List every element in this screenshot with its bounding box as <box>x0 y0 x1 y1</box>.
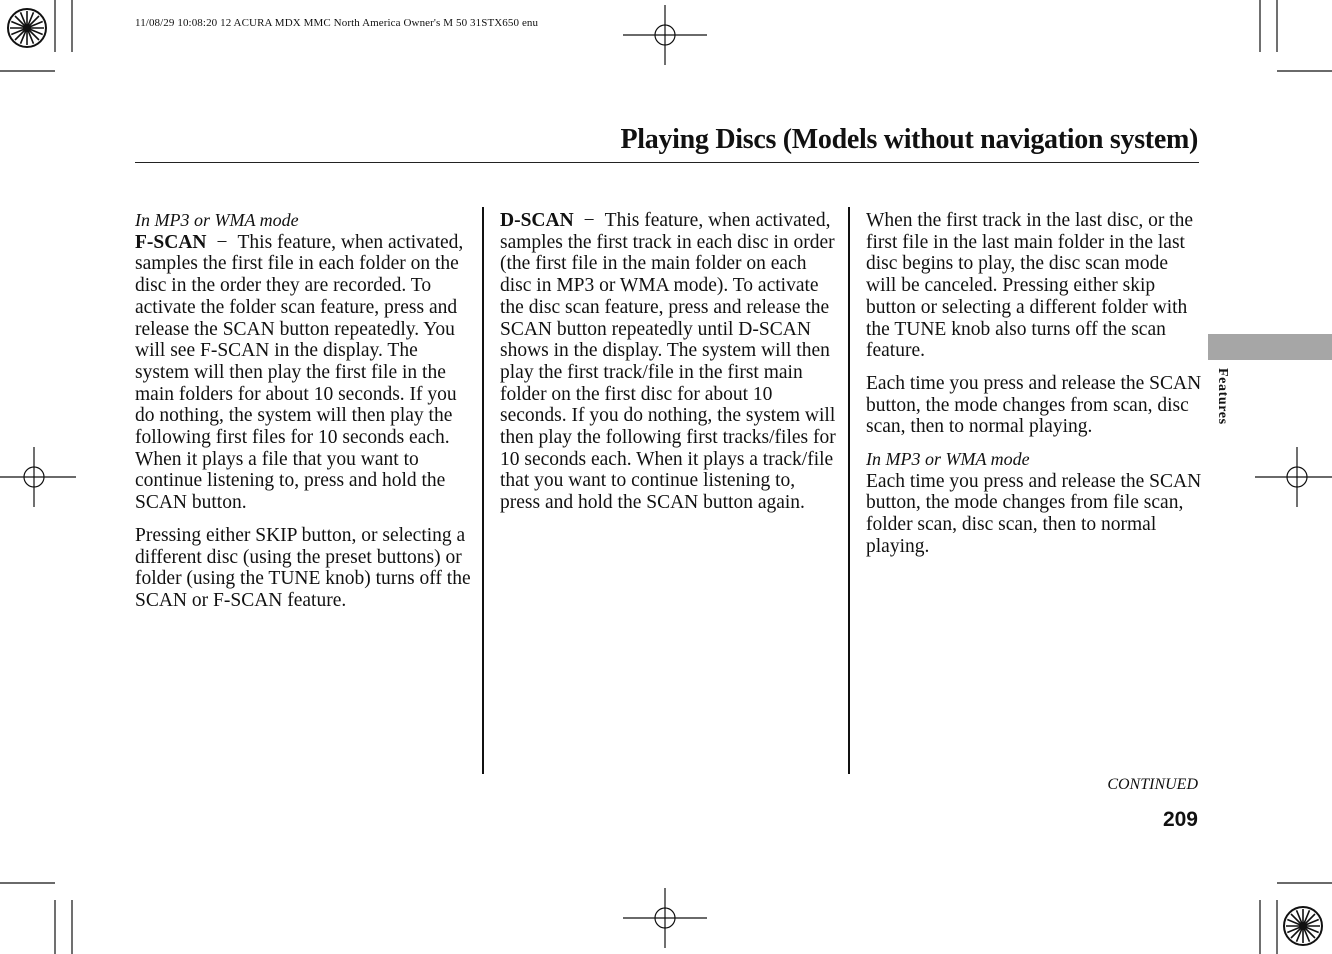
registration-crosshair-bottom <box>623 888 707 948</box>
page-number: 209 <box>1162 808 1198 831</box>
fscan-paragraph <box>135 210 471 514</box>
mp3-mode-cycle-paragraph <box>866 449 1202 558</box>
dscan-description: This feature, when activated, samples the first track in each disc in order (the first file in the main folder on each disc in MP3 or WMA mode). To activate the disc scan feature, press and release the SCAN button repeatedly until D-SCAN shows in the display. The system will then play the first track/file in the first main folder on the first disc for about 10 seconds. If you do nothing, the system will then play the following first tracks/files for 10 seconds each. When it plays a track/file that you want to continue listening to, press and hold the SCAN button again. <box>500 210 836 514</box>
column-3 <box>866 210 1202 569</box>
mp3-mode-cycle-text: Each time you press and release the SCAN button, the mode changes from file scan, folder scan, disc scan, then to normal playing. <box>866 470 1202 557</box>
fscan-description: This feature, when activated, samples the first file in each folder on the disc in the order they are recorded. To activate the folder scan feature, press and release the SCAN button repeatedly. You will see F-SCAN in the display. The system will then play the first file in the main folders for about 10 seconds. If you do nothing, the system will then play the following first files for 10 seconds each. When it plays a file that you want to continue listening to, press and hold the SCAN button. <box>135 231 464 514</box>
scan-mode-cycle-paragraph: Each time you press and release the SCAN button, the mode changes from scan, disc scan, then to normal playing. <box>866 372 1202 438</box>
section-tab-label: Features <box>1215 368 1230 425</box>
column-2 <box>500 210 836 525</box>
print-slug: 11/08/29 10:08:20 12 ACURA MDX MMC North America Owner's M 50 31STX650 enu <box>135 17 539 29</box>
mode-label: In MP3 or WMA mode <box>866 449 1030 470</box>
registration-crosshair-left <box>0 447 76 507</box>
fscan-term: F-SCAN <box>135 231 207 253</box>
continued-label: CONTINUED <box>1107 776 1198 793</box>
scan-off-paragraph: Pressing either SKIP button, or selecting a different disc (using the preset buttons) or folder (using the TUNE knob) turns off the SCAN or F-SCAN feature. <box>135 524 471 611</box>
registration-starburst-top-left <box>8 9 46 47</box>
registration-starburst-bottom-right <box>1284 907 1322 945</box>
title-rule <box>135 162 1199 163</box>
registration-crosshair-right <box>1255 447 1332 507</box>
page-title: Playing Discs (Models without navigation system) <box>620 124 1198 155</box>
disc-scan-cancel-paragraph: When the first track in the last disc, or the first file in the last main folder in the last disc begins to play, the disc scan mode will be canceled. Pressing either skip button or selecting a different folder with the TUNE knob also turns off the scan feature. <box>866 210 1194 362</box>
section-tab-bar <box>1208 334 1332 360</box>
dash: − <box>583 210 595 231</box>
dscan-paragraph <box>500 210 836 514</box>
column-divider <box>848 207 850 774</box>
registration-crosshair-top <box>623 5 707 65</box>
mode-label: In MP3 or WMA mode <box>135 210 299 230</box>
column-divider <box>482 207 484 774</box>
dash: − <box>216 231 228 253</box>
dscan-term: D-SCAN <box>500 210 574 231</box>
column-1 <box>135 210 471 623</box>
